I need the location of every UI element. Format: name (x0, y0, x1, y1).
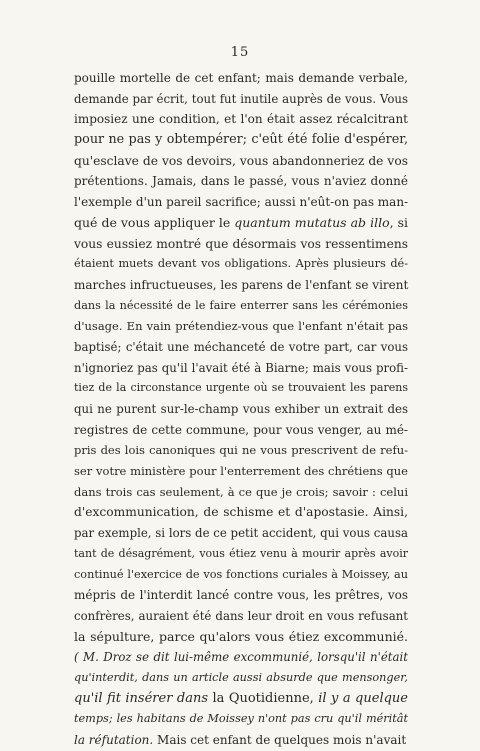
text-line (74, 523, 408, 544)
text-line (74, 440, 408, 461)
text-line (74, 358, 408, 379)
text-line (74, 213, 408, 234)
text-segment: l'exemple d'un pareil sacrifice; aussi n'eût-on pas man- (74, 195, 409, 210)
text-line (74, 606, 408, 627)
text-line (74, 399, 408, 420)
text-segment: n'ignoriez pas qu'il l'avait été à Biarne; mais vous profi- (74, 360, 408, 375)
italic-text-segment: qu'interdit, dans un article aussi absurde que mensonger, (74, 670, 408, 684)
text-line (74, 109, 408, 130)
text-segment: , si (389, 214, 408, 230)
text-segment: dans la nécessité de le faire enterrer sans les cérémonies (74, 298, 408, 312)
text-segment: registres de cette commune, pour vous venger, au mé- (74, 422, 408, 437)
text-line (74, 234, 408, 255)
text-segment: pris des lois canoniques qui ne vous prescrivent de refu- (74, 443, 408, 458)
text-line (74, 151, 408, 172)
text-line (74, 130, 408, 151)
text-segment: Mais cet enfant de quelques mois n'avait (153, 733, 407, 747)
text-line (74, 296, 408, 317)
page-number: 15 (230, 45, 250, 60)
text-line (74, 337, 408, 358)
text-line (74, 585, 408, 606)
text-segment: la sépulture, parce qu'alors vous étiez excommunié. (74, 628, 408, 644)
text-line (74, 482, 408, 503)
text-segment: continué l'exercice de vos fonctions curiales à Moissey, au (74, 567, 408, 581)
text-segment: dans trois cas seulement, à ce que je crois; savoir : celui (74, 484, 408, 499)
text-line (74, 689, 408, 710)
text-segment: prétentions. Jamais, dans le passé, vous n'aviez donné (74, 174, 408, 189)
text-segment: demande par écrit, tout fut inutile auprès de vous. Vous (74, 91, 408, 106)
text-line (74, 502, 408, 523)
text-segment: qui ne purent sur-le-champ vous exhiber un extrait des (74, 402, 408, 416)
text-segment: par exemple, si lors de ce petit accident, qui vous causa (74, 526, 408, 541)
text-segment: pouille mortelle de cet enfant; mais demande verbale, (74, 71, 408, 85)
italic-text-segment: la réfutation. (74, 733, 154, 747)
text-segment: baptisé; c'était une méchanceté de votre part, car vous (74, 339, 408, 354)
text-line (74, 316, 408, 337)
text-segment: ser votre ministère pour l'enterrement des chrétiens que (74, 464, 408, 479)
italic-text-segment: il y a quelque (318, 690, 408, 706)
text-line (74, 544, 408, 565)
text-line (74, 668, 408, 689)
text-line (74, 627, 408, 648)
text-segment: tiez de la circonstance urgente où se trouvaient les parens (74, 381, 408, 395)
text-line (74, 461, 408, 482)
body-text (74, 68, 408, 751)
text-segment: qué de vous appliquer le (74, 214, 235, 230)
text-line (74, 171, 408, 192)
italic-text-segment: ( M. Droz se dit lui-même excommunié, lorsqu'il n'était (74, 650, 408, 665)
text-line (74, 565, 408, 586)
text-segment: d'excommunication, de schisme et d'apostasie. Ainsi, (74, 505, 408, 520)
text-line (74, 89, 408, 110)
text-line (74, 709, 408, 730)
italic-text-segment: temps; les habitans de Moissey n'ont pas cru qu'il méritât (74, 712, 408, 726)
text-line (74, 378, 408, 399)
text-line (74, 68, 408, 89)
text-line (74, 647, 408, 668)
text-segment: la Quotidienne, (212, 690, 319, 706)
text-segment: pour ne pas y obtempérer; c'eût été folie d'espérer, (74, 132, 408, 148)
text-line (74, 420, 408, 441)
text-line (74, 275, 408, 296)
italic-text-segment: qu'il fit insérer dans (74, 690, 213, 706)
text-line (74, 730, 408, 751)
text-segment: imposiez une condition, et l'on était assez récalcitrant (74, 112, 408, 127)
text-line (74, 254, 408, 275)
text-segment: confrères, auraient été dans leur droit en vous refusant (74, 608, 408, 623)
text-segment: tant de désagrément, vous étiez venu à mourir après avoir (74, 546, 408, 560)
text-segment: vous eussiez montré que désormais vos ressentimens (74, 236, 408, 251)
text-segment: marches infructueuses, les parens de l'enfant se virent (74, 277, 409, 292)
text-segment: qu'esclave de vos devoirs, vous abandonneriez de vos (74, 153, 408, 168)
text-line (74, 192, 408, 213)
text-segment: mépris de l'interdit lancé contre vous, les prêtres, vos (74, 588, 408, 603)
text-segment: étaient muets devant vos obligations. Après plusieurs dé- (74, 257, 408, 271)
text-segment: d'usage. En vain prétendiez-vous que l'enfant n'était pas (74, 319, 408, 334)
italic-text-segment: quantum mutatus ab illo (234, 214, 390, 230)
